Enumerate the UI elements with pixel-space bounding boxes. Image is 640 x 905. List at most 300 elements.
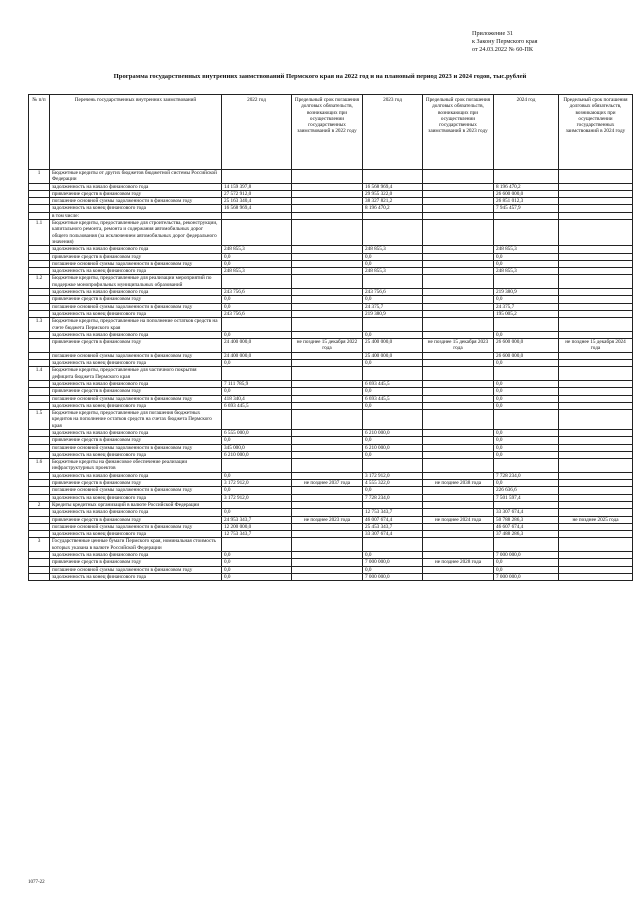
term-2023 xyxy=(423,198,494,205)
value-2024: 0,0 xyxy=(494,388,559,395)
term-2024 xyxy=(559,253,633,260)
term-2024 xyxy=(559,303,633,310)
value-2022 xyxy=(222,538,292,552)
header-num: № п/п xyxy=(29,95,50,170)
table-row xyxy=(29,480,633,487)
value-2024 xyxy=(494,318,559,332)
value-2023: 46 007 674,4 xyxy=(363,516,423,523)
row-num xyxy=(29,352,50,359)
row-name: привлечение средств в финансовом году xyxy=(50,190,222,197)
value-2022: 0,0 xyxy=(222,509,292,516)
row-name: привлечение средств в финансовом году xyxy=(50,253,222,260)
row-num xyxy=(29,531,50,538)
value-2022 xyxy=(222,501,292,508)
value-2023: 0,0 xyxy=(363,253,423,260)
value-2024: 8 196 470,2 xyxy=(494,183,559,190)
term-2023 xyxy=(423,566,494,573)
term-2022 xyxy=(292,220,363,246)
row-name: Бюджетные кредиты, предоставленные для частичного покрытия дефицита бюджета Пермского края xyxy=(50,367,222,381)
term-2023 xyxy=(423,303,494,310)
row-num xyxy=(29,360,50,367)
value-2022: 0,0 xyxy=(222,559,292,566)
value-2022: 0,0 xyxy=(222,437,292,444)
row-name: задолженность на конец финансового года xyxy=(50,205,222,212)
row-name: задолженность на конец финансового года xyxy=(50,494,222,501)
term-2023 xyxy=(423,531,494,538)
value-2024: 0,0 xyxy=(494,437,559,444)
term-2022 xyxy=(292,538,363,552)
row-name: Государственные ценные бумаги Пермского края, номинальная стоимость которых указана в валюте Российской Федерации xyxy=(50,538,222,552)
value-2022 xyxy=(222,275,292,289)
table-row xyxy=(29,531,633,538)
table-row xyxy=(29,487,633,494)
table-row xyxy=(29,538,633,552)
value-2023: 0,0 xyxy=(363,487,423,494)
term-2024 xyxy=(559,429,633,436)
value-2024 xyxy=(494,170,559,184)
term-2023 xyxy=(423,275,494,289)
term-2022 xyxy=(292,444,363,451)
value-2023: 0,0 xyxy=(363,552,423,559)
value-2022: 0,0 xyxy=(222,360,292,367)
term-2022 xyxy=(292,451,363,458)
term-2024 xyxy=(559,205,633,212)
row-num xyxy=(29,429,50,436)
term-2022 xyxy=(292,380,363,387)
value-2023: 7 000 000,0 xyxy=(363,573,423,580)
term-2023 xyxy=(423,260,494,267)
row-name: погашение основной суммы задолженности в финансовом году xyxy=(50,352,222,359)
term-2024 xyxy=(559,538,633,552)
value-2023: 243 756,6 xyxy=(363,289,423,296)
term-2024 xyxy=(559,573,633,580)
value-2022: 12 753 343,7 xyxy=(222,531,292,538)
table-row xyxy=(29,352,633,359)
table-row xyxy=(29,523,633,530)
row-num xyxy=(29,339,50,353)
term-2023 xyxy=(423,487,494,494)
row-num xyxy=(29,296,50,303)
term-2024 xyxy=(559,480,633,487)
value-2022 xyxy=(222,318,292,332)
term-2023 xyxy=(423,410,494,430)
term-2022 xyxy=(292,260,363,267)
term-2024 xyxy=(559,487,633,494)
value-2023: 12 753 343,7 xyxy=(363,509,423,516)
value-2024: 0,0 xyxy=(494,395,559,402)
term-2022 xyxy=(292,494,363,501)
term-2022 xyxy=(292,559,363,566)
table-row xyxy=(29,289,633,296)
table-row xyxy=(29,198,633,205)
value-2023 xyxy=(363,220,423,246)
value-2024: 46 607 674,4 xyxy=(494,523,559,530)
value-2022: 24 400 000,0 xyxy=(222,352,292,359)
value-2024: 50 788 286,3 xyxy=(494,516,559,523)
table-row xyxy=(29,459,633,473)
term-2024 xyxy=(559,388,633,395)
value-2022: 14 159 397,8 xyxy=(222,183,292,190)
row-num xyxy=(29,380,50,387)
term-2022 xyxy=(292,388,363,395)
term-2024 xyxy=(559,246,633,253)
term-2023 xyxy=(423,380,494,387)
value-2024: 0,0 xyxy=(494,451,559,458)
term-2022: не позднее 2037 года xyxy=(292,480,363,487)
value-2022 xyxy=(222,212,292,219)
term-2024 xyxy=(559,559,633,566)
value-2022: 6 555 000,0 xyxy=(222,429,292,436)
row-num xyxy=(29,559,50,566)
value-2024: 0,0 xyxy=(494,559,559,566)
row-num: 1.1 xyxy=(29,220,50,246)
term-2024 xyxy=(559,190,633,197)
value-2023: 38 327 821,2 xyxy=(363,198,423,205)
table-header-row xyxy=(29,95,633,170)
row-num xyxy=(29,487,50,494)
row-num: 1.6 xyxy=(29,459,50,473)
term-2023 xyxy=(423,437,494,444)
value-2024: 0,0 xyxy=(494,380,559,387)
row-num: 3 xyxy=(29,538,50,552)
value-2024: 24 375,7 xyxy=(494,303,559,310)
value-2022 xyxy=(222,410,292,430)
value-2022: 0,0 xyxy=(222,566,292,573)
term-2024 xyxy=(559,402,633,409)
value-2024: 7 000 000,0 xyxy=(494,573,559,580)
term-2023 xyxy=(423,444,494,451)
value-2022: 27 572 912,0 xyxy=(222,190,292,197)
row-num xyxy=(29,253,50,260)
term-2022 xyxy=(292,566,363,573)
row-name: погашение основной суммы задолженности в финансовом году xyxy=(50,566,222,573)
row-name: привлечение средств в финансовом году xyxy=(50,480,222,487)
table-row xyxy=(29,303,633,310)
value-2023: 29 955 322,0 xyxy=(363,190,423,197)
footer-code: 1077-22 xyxy=(28,880,45,885)
value-2023: 8 196 470,2 xyxy=(363,205,423,212)
value-2023: 0,0 xyxy=(363,402,423,409)
row-name: задолженность на конец финансового года xyxy=(50,451,222,458)
term-2022 xyxy=(292,170,363,184)
table-row xyxy=(29,402,633,409)
term-2022: не позднее 15 декабря 2022 года xyxy=(292,339,363,353)
value-2024: 0,0 xyxy=(494,296,559,303)
value-2024 xyxy=(494,459,559,473)
value-2022 xyxy=(222,220,292,246)
term-2024 xyxy=(559,380,633,387)
table-row xyxy=(29,437,633,444)
value-2023: 25 400 000,0 xyxy=(363,339,423,353)
value-2024: 26 600 000,0 xyxy=(494,352,559,359)
row-num xyxy=(29,212,50,219)
term-2024: не позднее 2025 года xyxy=(559,516,633,523)
value-2023 xyxy=(363,459,423,473)
term-2024 xyxy=(559,501,633,508)
term-2022: не позднее 2023 года xyxy=(292,516,363,523)
row-name: Бюджетные кредиты, предоставленные для погашения бюджетных кредитов на пополнение остатков средств на счетах бюджета Пермского края xyxy=(50,410,222,430)
table-row xyxy=(29,183,633,190)
term-2023 xyxy=(423,573,494,580)
value-2023 xyxy=(363,501,423,508)
table-row xyxy=(29,268,633,275)
table-row xyxy=(29,444,633,451)
term-2024 xyxy=(559,494,633,501)
row-num xyxy=(29,205,50,212)
value-2022: 418 340,4 xyxy=(222,395,292,402)
value-2023 xyxy=(363,538,423,552)
term-2023: не позднее 15 декабря 2023 года xyxy=(423,339,494,353)
header-term-2023: Предельный срок погашения долговых обязательств, возникающих при осуществлении государственных заимствований в 2023 году xyxy=(423,95,494,170)
value-2023: 248 855,3 xyxy=(363,246,423,253)
table-row xyxy=(29,472,633,479)
value-2023: 248 855,3 xyxy=(363,268,423,275)
table-row xyxy=(29,296,633,303)
row-num xyxy=(29,451,50,458)
term-2022 xyxy=(292,310,363,317)
row-name: погашение основной суммы задолженности в финансовом году xyxy=(50,303,222,310)
term-2023 xyxy=(423,190,494,197)
term-2022 xyxy=(292,395,363,402)
term-2022 xyxy=(292,318,363,332)
value-2022: 24 953 343,7 xyxy=(222,516,292,523)
value-2022 xyxy=(222,459,292,473)
term-2022 xyxy=(292,459,363,473)
row-num xyxy=(29,552,50,559)
row-num xyxy=(29,480,50,487)
value-2023: 219 380,9 xyxy=(363,310,423,317)
row-name: привлечение средств в финансовом году xyxy=(50,437,222,444)
term-2022 xyxy=(292,487,363,494)
term-2023: не позднее 2038 года xyxy=(423,480,494,487)
term-2022 xyxy=(292,198,363,205)
value-2023: 4 555 322,0 xyxy=(363,480,423,487)
value-2023 xyxy=(363,410,423,430)
value-2024 xyxy=(494,220,559,246)
value-2022: 3 172 912,0 xyxy=(222,480,292,487)
term-2022 xyxy=(292,253,363,260)
value-2022: 7 111 785,9 xyxy=(222,380,292,387)
term-2023 xyxy=(423,501,494,508)
row-name: Бюджетные кредиты, предоставленные для строительства, реконструкции, капитального ремонта, ремонта и содержания автомобильных дорог общего пользования (за исключением автомобильных дорог федерального значения) xyxy=(50,220,222,246)
value-2023: 0,0 xyxy=(363,260,423,267)
term-2024 xyxy=(559,310,633,317)
term-2022 xyxy=(292,190,363,197)
row-name: в том числе: xyxy=(50,212,222,219)
value-2023: 25 453 343,7 xyxy=(363,523,423,530)
value-2024: 248 855,3 xyxy=(494,246,559,253)
table-row xyxy=(29,367,633,381)
value-2024: 0,0 xyxy=(494,429,559,436)
term-2022 xyxy=(292,437,363,444)
value-2023: 0,0 xyxy=(363,296,423,303)
value-2024: 0,0 xyxy=(494,253,559,260)
row-num xyxy=(29,472,50,479)
value-2024: 0,0 xyxy=(494,566,559,573)
term-2022 xyxy=(292,552,363,559)
table-row xyxy=(29,318,633,332)
row-num: 1.4 xyxy=(29,367,50,381)
table-row xyxy=(29,380,633,387)
value-2023: 24 375,7 xyxy=(363,303,423,310)
term-2024 xyxy=(559,289,633,296)
term-2023 xyxy=(423,220,494,246)
term-2022 xyxy=(292,472,363,479)
value-2022: 248 855,3 xyxy=(222,246,292,253)
term-2023 xyxy=(423,246,494,253)
value-2022: 243 756,6 xyxy=(222,310,292,317)
row-num: 2 xyxy=(29,501,50,508)
value-2022: 0,0 xyxy=(222,573,292,580)
row-name: Бюджетные кредиты от других бюджетов бюджетной системы Российской Федерации xyxy=(50,170,222,184)
term-2024 xyxy=(559,296,633,303)
row-name: привлечение средств в финансовом году xyxy=(50,388,222,395)
term-2023 xyxy=(423,253,494,260)
term-2022 xyxy=(292,205,363,212)
term-2022 xyxy=(292,429,363,436)
value-2023 xyxy=(363,170,423,184)
value-2024: 248 855,3 xyxy=(494,268,559,275)
value-2022: 25 163 340,4 xyxy=(222,198,292,205)
term-2023 xyxy=(423,318,494,332)
term-2024 xyxy=(559,318,633,332)
row-num xyxy=(29,437,50,444)
row-name: Бюджетные кредиты на финансовое обеспечение реализации инфраструктурных проектов xyxy=(50,459,222,473)
value-2022: 345 000,0 xyxy=(222,444,292,451)
value-2023: 6 693 445,5 xyxy=(363,395,423,402)
term-2024 xyxy=(559,275,633,289)
row-name: задолженность на конец финансового года xyxy=(50,360,222,367)
row-name: привлечение средств в финансовом году xyxy=(50,516,222,523)
term-2022 xyxy=(292,501,363,508)
value-2024 xyxy=(494,538,559,552)
term-2024 xyxy=(559,523,633,530)
row-name: задолженность на конец финансового года xyxy=(50,268,222,275)
row-name: задолженность на конец финансового года xyxy=(50,310,222,317)
header-2022: 2022 год xyxy=(222,95,292,170)
table-row xyxy=(29,331,633,338)
value-2024: 226 636,6 xyxy=(494,487,559,494)
value-2023: 33 307 674,4 xyxy=(363,531,423,538)
row-num xyxy=(29,395,50,402)
row-name: привлечение средств в финансовом году xyxy=(50,339,222,353)
value-2024: 219 380,9 xyxy=(494,289,559,296)
term-2024 xyxy=(559,352,633,359)
row-name: задолженность на начало финансового года xyxy=(50,429,222,436)
appendix-line-3: от 24.03.2022 № 60-ПК xyxy=(472,46,533,53)
term-2022 xyxy=(292,509,363,516)
row-name: задолженность на начало финансового года xyxy=(50,331,222,338)
value-2024: 0,0 xyxy=(494,444,559,451)
row-num xyxy=(29,260,50,267)
table-row xyxy=(29,220,633,246)
value-2024: 26 851 012,3 xyxy=(494,198,559,205)
term-2023 xyxy=(423,352,494,359)
value-2024 xyxy=(494,367,559,381)
table-row xyxy=(29,494,633,501)
table-row xyxy=(29,212,633,219)
value-2023: 6 693 445,5 xyxy=(363,380,423,387)
value-2022 xyxy=(222,170,292,184)
table-row xyxy=(29,360,633,367)
row-num xyxy=(29,183,50,190)
value-2022: 243 756,6 xyxy=(222,289,292,296)
value-2022: 0,0 xyxy=(222,552,292,559)
table-row xyxy=(29,566,633,573)
term-2023 xyxy=(423,509,494,516)
term-2023 xyxy=(423,538,494,552)
row-num xyxy=(29,289,50,296)
term-2023 xyxy=(423,170,494,184)
row-name: Бюджетные кредиты, предоставленные на пополнение остатков средств на счете бюджета Пермского края xyxy=(50,318,222,332)
value-2023: 0,0 xyxy=(363,360,423,367)
row-name: погашение основной суммы задолженности в финансовом году xyxy=(50,444,222,451)
term-2022 xyxy=(292,212,363,219)
term-2023 xyxy=(423,429,494,436)
value-2022: 3 172 912,0 xyxy=(222,494,292,501)
term-2022 xyxy=(292,246,363,253)
value-2023: 7 728 234,0 xyxy=(363,494,423,501)
table-row xyxy=(29,509,633,516)
table-row xyxy=(29,253,633,260)
term-2022 xyxy=(292,289,363,296)
row-name: задолженность на начало финансового года xyxy=(50,472,222,479)
table-row xyxy=(29,339,633,353)
table-row xyxy=(29,388,633,395)
value-2022: 0,0 xyxy=(222,303,292,310)
table-row xyxy=(29,190,633,197)
table-row xyxy=(29,573,633,580)
term-2022 xyxy=(292,352,363,359)
table-body xyxy=(29,170,633,581)
term-2023 xyxy=(423,552,494,559)
value-2023: 0,0 xyxy=(363,388,423,395)
term-2024 xyxy=(559,531,633,538)
table-row xyxy=(29,260,633,267)
row-name: погашение основной суммы задолженности в финансовом году xyxy=(50,395,222,402)
term-2024 xyxy=(559,220,633,246)
header-2024: 2024 год xyxy=(494,95,559,170)
term-2024 xyxy=(559,410,633,430)
row-name: задолженность на начало финансового года xyxy=(50,552,222,559)
table-row xyxy=(29,552,633,559)
value-2024: 7 945 457,9 xyxy=(494,205,559,212)
value-2022: 6 210 000,0 xyxy=(222,451,292,458)
value-2022: 16 568 969,4 xyxy=(222,205,292,212)
row-name: погашение основной суммы задолженности в финансовом году xyxy=(50,487,222,494)
term-2023 xyxy=(423,310,494,317)
row-num xyxy=(29,494,50,501)
table-row xyxy=(29,516,633,523)
table-row xyxy=(29,246,633,253)
value-2023: 3 172 912,0 xyxy=(363,472,423,479)
table-row xyxy=(29,501,633,508)
header-term-2022: Предельный срок погашения долговых обязательств, возникающих при осуществлении государственных заимствований в 2022 году xyxy=(292,95,363,170)
row-num xyxy=(29,331,50,338)
row-name: задолженность на начало финансового года xyxy=(50,289,222,296)
row-num xyxy=(29,444,50,451)
term-2023 xyxy=(423,451,494,458)
appendix-note xyxy=(472,30,602,54)
term-2024 xyxy=(559,212,633,219)
table-row xyxy=(29,451,633,458)
term-2022 xyxy=(292,303,363,310)
document-title: Программа государственных внутренних заимствований Пермского края на 2022 год и на плановый период 2023 и 2024 годов, тыс.рублей xyxy=(113,73,527,80)
value-2022 xyxy=(222,367,292,381)
row-name: погашение основной суммы задолженности в финансовом году xyxy=(50,198,222,205)
row-num xyxy=(29,402,50,409)
term-2023 xyxy=(423,395,494,402)
